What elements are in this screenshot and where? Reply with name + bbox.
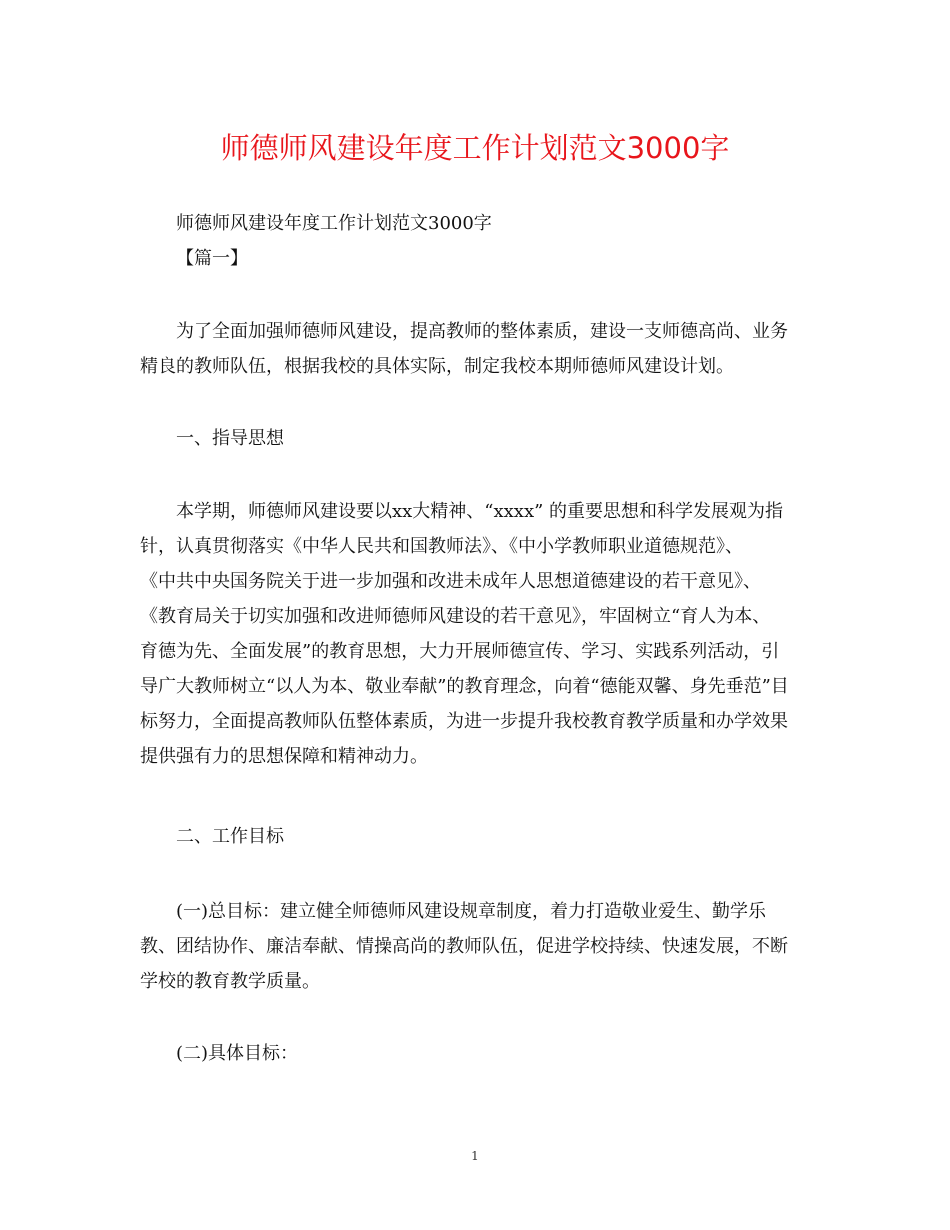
document-title: 师德师风建设年度工作计划范文3000字 — [220, 131, 730, 165]
paragraph-line: 精良的教师队伍，根据我校的具体实际，制定我校本期师德师风建设计划。 — [140, 356, 734, 377]
paragraph-line: 标努力，全面提高教师队伍整体素质，为进一步提升我校教育教学质量和办学效果 — [140, 711, 788, 732]
section1-heading-block — [140, 421, 810, 456]
sub-heading: (二)具体目标： — [176, 1043, 299, 1064]
paragraph-line: 《教育局关于切实加强和改进师德师风建设的若干意见》，牢固树立“育人为本、 — [140, 606, 771, 627]
section2-sub-block — [140, 1036, 810, 1071]
intro-paragraph — [140, 314, 810, 384]
paragraph-line: 提供强有力的思想保障和精神动力。 — [140, 746, 428, 767]
paragraph-line: 针，认真贯彻落实《中华人民共和国教师法》、《中小学教师职业道德规范》、 — [140, 536, 743, 557]
paragraph-line: 本学期，师德师风建设要以xx大精神、“xxxx” 的重要思想和科学发展观为指 — [176, 501, 784, 522]
section2-paragraph — [140, 894, 810, 999]
part-label: 【篇一】 — [176, 248, 248, 269]
document-subtitle: 师德师风建设年度工作计划范文3000字 — [176, 213, 492, 234]
section-heading: 二、工作目标 — [176, 826, 284, 847]
paragraph-line: 导广大教师树立“以人为本、敬业奉献”的教育理念，向着“德能双馨、身先垂范”目 — [140, 676, 789, 697]
subtitle-block — [140, 206, 810, 276]
page-number: 1 — [471, 1149, 479, 1163]
section1-paragraph — [140, 494, 810, 774]
paragraph-line: 《中共中央国务院关于进一步加强和改进未成年人思想道德建设的若干意见》、 — [140, 571, 761, 592]
paragraph-line: 育德为先、全面发展”的教育思想，大力开展师德宣传、学习、实践系列活动，引 — [140, 641, 780, 662]
paragraph-line: 教、团结协作、廉洁奉献、情操高尚的教师队伍，促进学校持续、快速发展，不断 — [140, 936, 788, 957]
paragraph-line: (一)总目标：建立健全师德师风建设规章制度，着力打造敬业爱生、勤学乐 — [176, 901, 767, 922]
section2-heading-block — [140, 819, 810, 854]
paragraph-line: 为了全面加强师德师风建设，提高教师的整体素质，建设一支师德高尚、业务 — [176, 321, 788, 342]
section-heading: 一、指导思想 — [176, 428, 284, 449]
paragraph-line: 学校的教育教学质量。 — [140, 971, 320, 992]
